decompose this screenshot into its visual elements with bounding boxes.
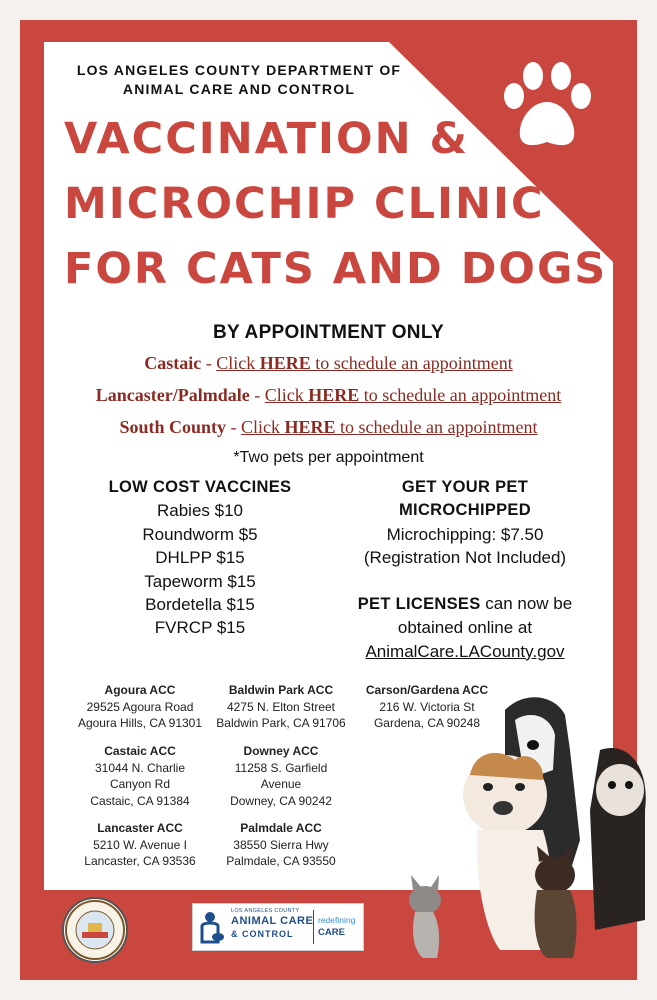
pet-licenses-line2: obtained online at	[397, 618, 533, 638]
vaccine-item: Rabies $10	[156, 501, 243, 521]
vaccines-list	[85, 476, 315, 640]
animal-care-control-logo: LOS ANGELES COUNTY ANIMAL CARE & CONTROL redefining CARE	[192, 903, 364, 951]
person-with-pet-icon	[198, 910, 226, 944]
shelter-name: Baldwin Park ACC	[228, 683, 334, 697]
vaccine-item: DHLPP $15	[155, 548, 245, 568]
vaccine-item: FVRCP $15	[154, 618, 246, 638]
logo-divider	[313, 910, 314, 944]
south-county-schedule-link[interactable]: Click HERE to schedule an appointment	[241, 417, 538, 437]
vaccine-item: Bordetella $15	[145, 595, 255, 615]
shelter-downey: Downey ACC 11258 S. Garfield Avenue Downey, CA 90242	[206, 743, 356, 809]
shelter-baldwin-park: Baldwin Park ACC 4275 N. Elton Street Baldwin Park, CA 91706	[206, 682, 356, 732]
shelter-name: Downey ACC	[243, 744, 319, 758]
lancaster-palmdale-schedule-row: Lancaster/Palmdale - Click HERE to schedule an appointment	[95, 385, 562, 405]
pet-licenses-info: PET LICENSES can now be obtained online at AnimalCare.LACounty.gov	[330, 592, 600, 663]
shelter-lancaster: Lancaster ACC 5210 W. Avenue I Lancaster, CA 93536	[65, 820, 215, 870]
south-county-schedule-row: South County - Click HERE to schedule an appointment	[119, 417, 538, 437]
paw-print-icon	[500, 60, 596, 152]
la-county-seal	[62, 897, 128, 963]
location-name: Lancaster/Palmdale	[95, 385, 250, 405]
microchip-price: Microchipping: $7.50	[386, 524, 544, 544]
cats-and-dogs-photo	[405, 690, 650, 960]
pet-licenses-label: PET LICENSES	[357, 595, 481, 613]
shelter-name: Castaic ACC	[104, 744, 176, 758]
title-line3: FOR CATS AND DOGS	[64, 244, 608, 294]
shelter-palmdale: Palmdale ACC 38550 Sierra Hwy Palmdale, CA 93550	[206, 820, 356, 870]
department-name-line2: ANIMAL CARE AND CONTROL	[122, 81, 356, 97]
lancaster-palmdale-schedule-link[interactable]: Click HERE to schedule an appointment	[264, 385, 562, 405]
castaic-schedule-row: Castaic - Click HERE to schedule an appointment	[144, 353, 513, 373]
location-name: South County	[119, 417, 227, 437]
microchip-heading-line1: GET YOUR PET	[401, 478, 529, 496]
department-name-line1: LOS ANGELES COUNTY DEPARTMENT OF	[76, 62, 402, 78]
shelter-name: Agoura ACC	[104, 683, 176, 697]
pets-per-appointment-note: *Two pets per appointment	[233, 449, 424, 466]
castaic-schedule-link[interactable]: Click HERE to schedule an appointment	[216, 353, 513, 373]
shelter-agoura: Agoura ACC 29525 Agoura Road Agoura Hills, CA 91301	[65, 682, 215, 732]
county-seal-icon	[64, 899, 126, 961]
title-line2: MICROCHIP CLINIC	[64, 179, 545, 229]
microchip-heading-line2: MICROCHIPPED	[399, 501, 531, 520]
vaccine-item: Roundworm $5	[142, 524, 258, 544]
vaccines-heading: LOW COST VACCINES	[108, 478, 292, 496]
location-name: Castaic	[144, 353, 202, 373]
title-line1: VACCINATION &	[64, 114, 470, 164]
shelter-name: Palmdale ACC	[240, 821, 322, 835]
appointment-heading: BY APPOINTMENT ONLY	[213, 322, 444, 343]
vaccine-item: Tapeworm $15	[144, 571, 256, 591]
shelter-name: Lancaster ACC	[97, 821, 183, 835]
microchip-info	[330, 476, 600, 570]
shelter-name: Carson/Gardena ACC	[365, 683, 489, 697]
animalcare-website-link[interactable]: AnimalCare.LACounty.gov	[365, 641, 565, 661]
registration-note: (Registration Not Included)	[363, 548, 567, 568]
shelter-carson-gardena: Carson/Gardena ACC 216 W. Victoria St Gardena, CA 90248	[352, 682, 502, 732]
shelter-castaic: Castaic ACC 31044 N. Charlie Canyon Rd Castaic, CA 91384	[65, 743, 215, 809]
